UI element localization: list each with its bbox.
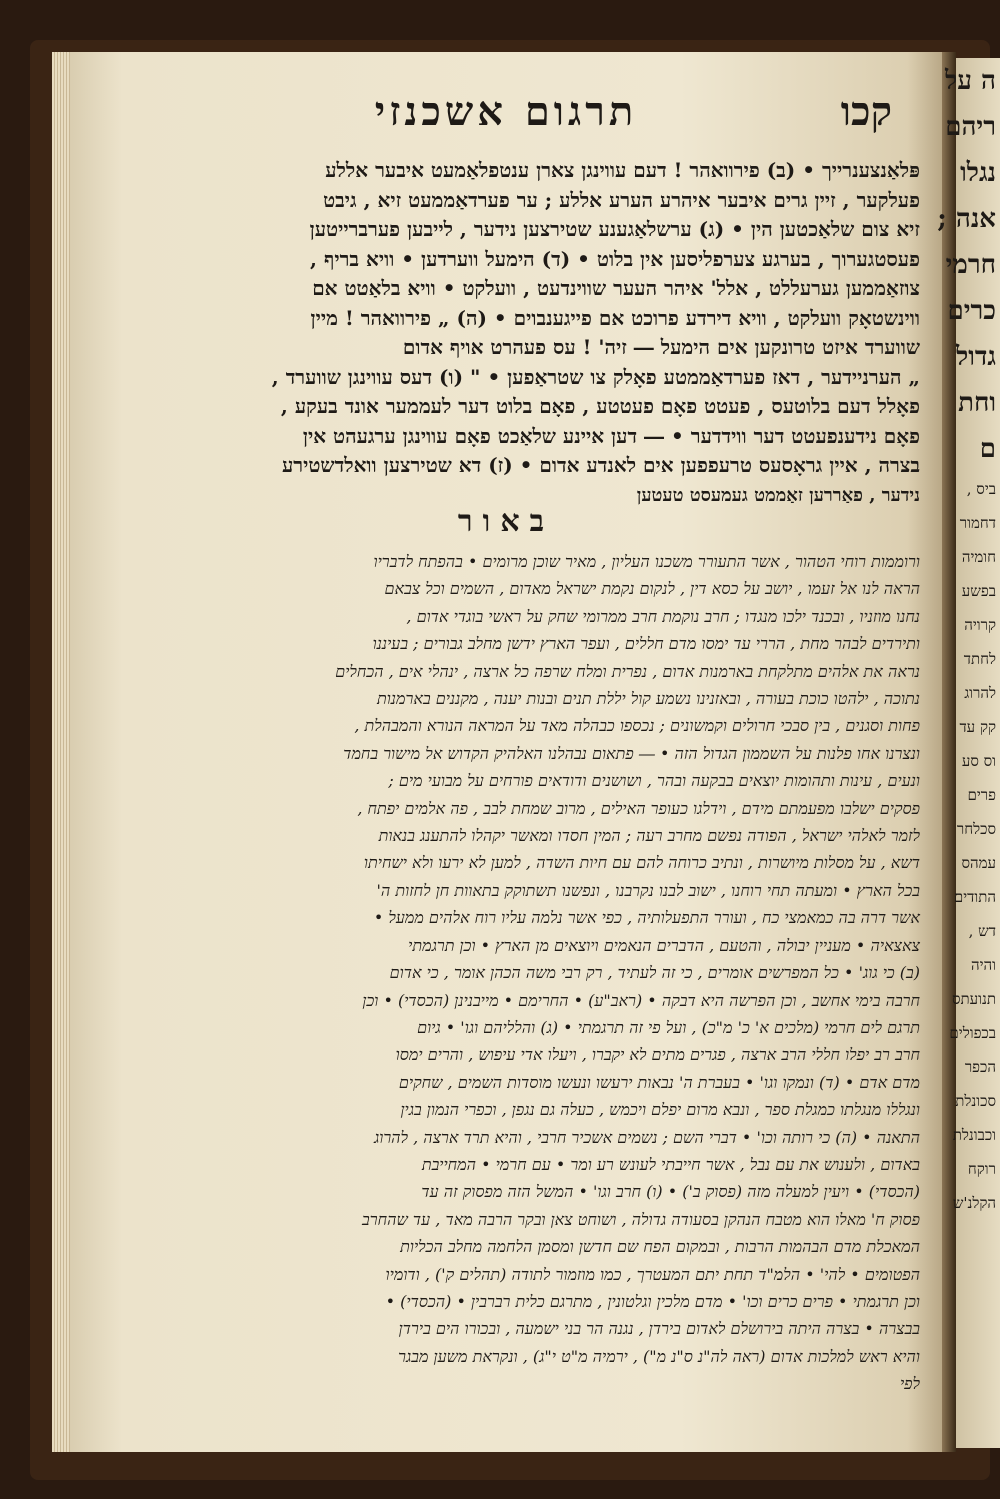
right-page-line: חומיה <box>961 548 996 566</box>
commentary-line: פחות וסגנים , בין סבכי חרולים וקמשונים ; נכספו כבהלה מאד על המראה הנורא והמבהלת , <box>354 716 920 736</box>
right-page-line: בפשע <box>961 582 996 600</box>
commentary-line: חרבה בימי אחשב , וכן הפרשה היא דבקה • (ראב"ע) • החרימם • מייבנינן (הכסדי) • וכן <box>362 990 920 1010</box>
right-page-line: סכלחר <box>956 820 996 838</box>
translation-line: בצרה , איין גראָסעס טרעפפען אים לאנדע אדום • (ז) דא שטירצען וואלדשטירע <box>281 453 920 477</box>
right-page-line: דש , <box>968 922 996 940</box>
commentary-line: לזמר לאלהי ישראל , הפודה נפשם מחרב רעה ; המין חסדו ומאשר יקהלו להתענג בנאות <box>378 826 920 846</box>
commentary-line: והיא ראש למלכות אדום (ראה לה"נ ס"נ מ") , ירמיה מ"ט י"ג) , ונקראת משען מבגר <box>398 1346 920 1366</box>
translation-line: שווערד איזט טרונקען אים הימעל ― זיה' ! עס פעהרט אויף אדום <box>402 335 920 359</box>
commentary-line: אשר דרה בה כמאמצי כח , ועורר התפעלותיה , כפי אשר נלמה עליו רוח אלהים ממעל • <box>373 908 920 928</box>
right-page-line: גדול <box>956 342 996 372</box>
commentary-line: המאכלת מדם הבהמות הרבות , ובמקום הפח שם חדשן ומסמן הלחמה מחלב הכליות <box>400 1237 920 1257</box>
translation-line: פאָם נידענפעטט דער ווידדער • ― דען איינע שלאַכט פאָם עווינגן ערגעהט אין <box>302 423 920 448</box>
right-page-line: דחמור <box>959 514 996 532</box>
commentary-line: (הכסדי) • ויעין למעלה מזה (פסוק ב') • (ו) חרב וגו' • המשל הזה מפסוק זה עד <box>421 1182 920 1202</box>
commentary-line: דשא , על מסלות מיושרות , ונתיב כרוחה להם עם חיות השדה , למען לא ירעו ולא ישחיתו <box>363 853 920 873</box>
right-page-line: התודים <box>953 888 996 906</box>
commentary-line: חרב רב יפלו חללי הרב ארצה , פגרים מתים לא יקברו , ויעלו אדי עיפוש , והרים ימסו <box>395 1045 920 1065</box>
commentary-line: פסקים ישלבו מפעמתם מידם , וידלגו כעופר האילים , מרוב שמחת לבב , פה אלמים יפתח , <box>357 798 920 818</box>
right-page-line: נגלו <box>960 158 996 188</box>
translation-line: ווינשטאָק וועלקט , וויא דירדע פרוכט אם פייגענבוים • (ה) „ פירוואהר ! מיין <box>310 305 920 330</box>
right-page-line: עמהס <box>961 854 996 872</box>
commentary-line: בבצרה • בצרה היתה בירושלם לאדום בירדן , נגנה הר בני ישמעה , ובכורו הים בירדן <box>398 1319 920 1339</box>
right-page-partial <box>937 58 1000 1448</box>
commentary-line: באדום , ולענוש את עם נבל , אשר חייבתי לעונש רע ומר • עם חרמי • המחייבת <box>421 1154 920 1174</box>
translation-line: צוזאַממען גערעללט , אלל' איהר העער שווינדעט , וועלקט • וויא בלאַטט אם <box>312 276 920 300</box>
translation-line: פאָלל דעם בלוטעס , פעטט פאָם פעטטע , פאָם בלוט דער לעממער אונד בעקע , <box>280 394 920 418</box>
right-page-line: וחת <box>958 388 996 418</box>
commentary-line: הראה לנו אל זעמו , יושב על כסא דין , לנקום נקמת ישראל מאדום , השמים וכל צבאם <box>384 579 920 599</box>
left-page <box>70 52 942 1452</box>
commentary-line: לפי <box>899 1374 920 1394</box>
right-page-line: חרמי <box>945 250 996 280</box>
right-page-line: קרויה <box>964 616 996 634</box>
commentary-line: וכן תרגמתי • פרים כרים וכו' • מדם מלכין וגלטונין , מתרגם כלית רברבין • (הכסדי) • <box>385 1291 920 1311</box>
commentary-line: (ב) כי גוג' • כל המפרשים אומרים , כי זה לעתיד , רק רבי משה הכהן אומר , כי אדום <box>389 963 920 983</box>
right-page-line: וס סע <box>961 752 996 770</box>
section-heading: באור <box>457 504 555 539</box>
right-page-line: ה על <box>945 66 996 96</box>
translation-line: פעסטגערוך , בערגע צערפליסען אין בלוט • (ד) הימעל ווערדען • וויא בריף , <box>310 246 920 271</box>
right-page-line: לחתד <box>963 650 996 668</box>
right-page-line: קק עד <box>959 718 996 736</box>
right-page-line: תנועתס <box>951 990 996 1008</box>
translation-text <box>94 156 920 510</box>
right-page-line: הקלנ'ש <box>952 1194 996 1212</box>
commentary-line: תרגם לים חרמי (מלכים א' כ' מ"כ) , ועל פי זה תרגמתי • (ג) והלליהם וגו' • גיום <box>417 1017 920 1037</box>
right-page-line: רוקח <box>967 1160 996 1178</box>
translation-line: זיא צום שלאַכטען הין • (ג) ערשלאַגענע שטירצען נידער , לייבען פערברייטען <box>309 217 920 241</box>
right-page-line: בכפולים <box>949 1024 996 1042</box>
commentary-line: מדם אדם • (ד) ונמקו וגו' • בעברת ה' נבאות ירעשו ונעשו מוסדות השמים , שחקים <box>398 1072 920 1092</box>
right-page-line: ביס , <box>966 480 996 498</box>
right-page-line: הכפר <box>964 1058 996 1076</box>
right-page-line: אנה ; <box>937 204 996 234</box>
commentary-line: ורוממות רוחי הטהור , אשר התעורר משכנו העליון , מאיר שוכן מרומים • בהפתח לדבריו <box>373 552 920 571</box>
commentary-line: ונגללו מנגלתו כמגלת ספר , ונבא מרום יפלם ויכמש , כעלה גם נגפן , וכפרי הנמון בגין <box>400 1100 920 1120</box>
commentary-line: פסוק ח' מאלו הוא מטבח הנהקן בסעודה גדולה , ושוחט צאן ובקר הרבה מאד , עד שהחרב <box>362 1209 920 1229</box>
right-page-line: סכונלת <box>955 1092 996 1110</box>
translation-line: נידער , פאַררען זאַממט געמעסט טעטען <box>636 484 920 506</box>
commentary-line: ותירדים לבהר מחת , הררי עד ימסו מדם חללים , ועפר הארץ ידשן מחלב גבורים ; בעיננו <box>372 634 920 654</box>
commentary-line: צאצאיה • מעניין יבולה , והטעם , הדברים הנאמים ויוצאים מן הארץ • וכן תרגמתי <box>408 935 920 955</box>
right-page-line: ריהם <box>945 112 996 142</box>
right-page-line: וכבונלת <box>952 1126 996 1144</box>
commentary-line: התאנה • (ה) כי רותה וכו' • דברי השם ; נשמים אשכיר חרבי , והיא תרד ארצה , להרוג <box>373 1127 920 1147</box>
right-page-line: והיה <box>970 956 996 974</box>
commentary-line: ונצרנו אחו פלנות על השממון הגדול הזה • ― פתאום נבהלנו האלהיק הקדוש אל מישור בחמד <box>343 743 920 763</box>
commentary-line: נראה את אלהים מתלקחת בארמנות אדום , נפרית ומלח שרפה כל ארצה , ינהלי אים , הכחלים <box>335 661 920 681</box>
commentary-line: הפטומים • להי' • הלמ"ד תחת יתם המעטרך , כמו מוזמור לתודה (תהלים ק') , ודומיו <box>385 1264 920 1284</box>
right-page-line: ם <box>979 434 996 464</box>
page-title: תרגום אשכנזי <box>374 88 638 135</box>
translation-line: „ הערניידער , דאז פערדאַממטע פאָלק צו שטראַפען • " (ו) דעס עווינגן שווערד , <box>271 364 920 389</box>
page-header <box>110 88 902 148</box>
commentary-text <box>94 548 920 1398</box>
commentary-line: בכל הארץ • ומעתה תחי רוחנו , ישוב לבנו נקרבנו , ונפשנו תשתוקק בתאוות חן לחזות ה' <box>376 880 920 900</box>
commentary-line: נחנו מוזניו , ובכנד ילכו מנגדו ; חרב נוקמת חרב ממרומי שחק על ראשי בוגדי אדום , <box>406 606 920 626</box>
right-page-line: כרים <box>947 296 996 326</box>
commentary-line: נתוכה , ילהטו כוכת בעורה , ובאזנינו נשמע קול יללת תנים ובנות יענה , מקננים בארמנות <box>376 689 920 709</box>
commentary-line: ונעים , עינות ותהומות יוצאים בבקעה ובהר , ושושנים ודודאים פורחים על מבועי מים ; <box>388 771 920 791</box>
translation-line: פעלקער , זיין גרים איבער איהרע הערע אללע ; ער פערדאַממעט זיא , גיבט <box>323 187 920 212</box>
page-number: קכו <box>840 88 892 135</box>
right-page-line: להרוג <box>964 684 996 702</box>
right-page-line: פרים <box>967 786 996 804</box>
translation-line: פּלאַנצענרייך • (ב) פירוואהר ! דעם עווינגן צארן ענטפלאַמעט איבער אללע <box>325 158 920 182</box>
